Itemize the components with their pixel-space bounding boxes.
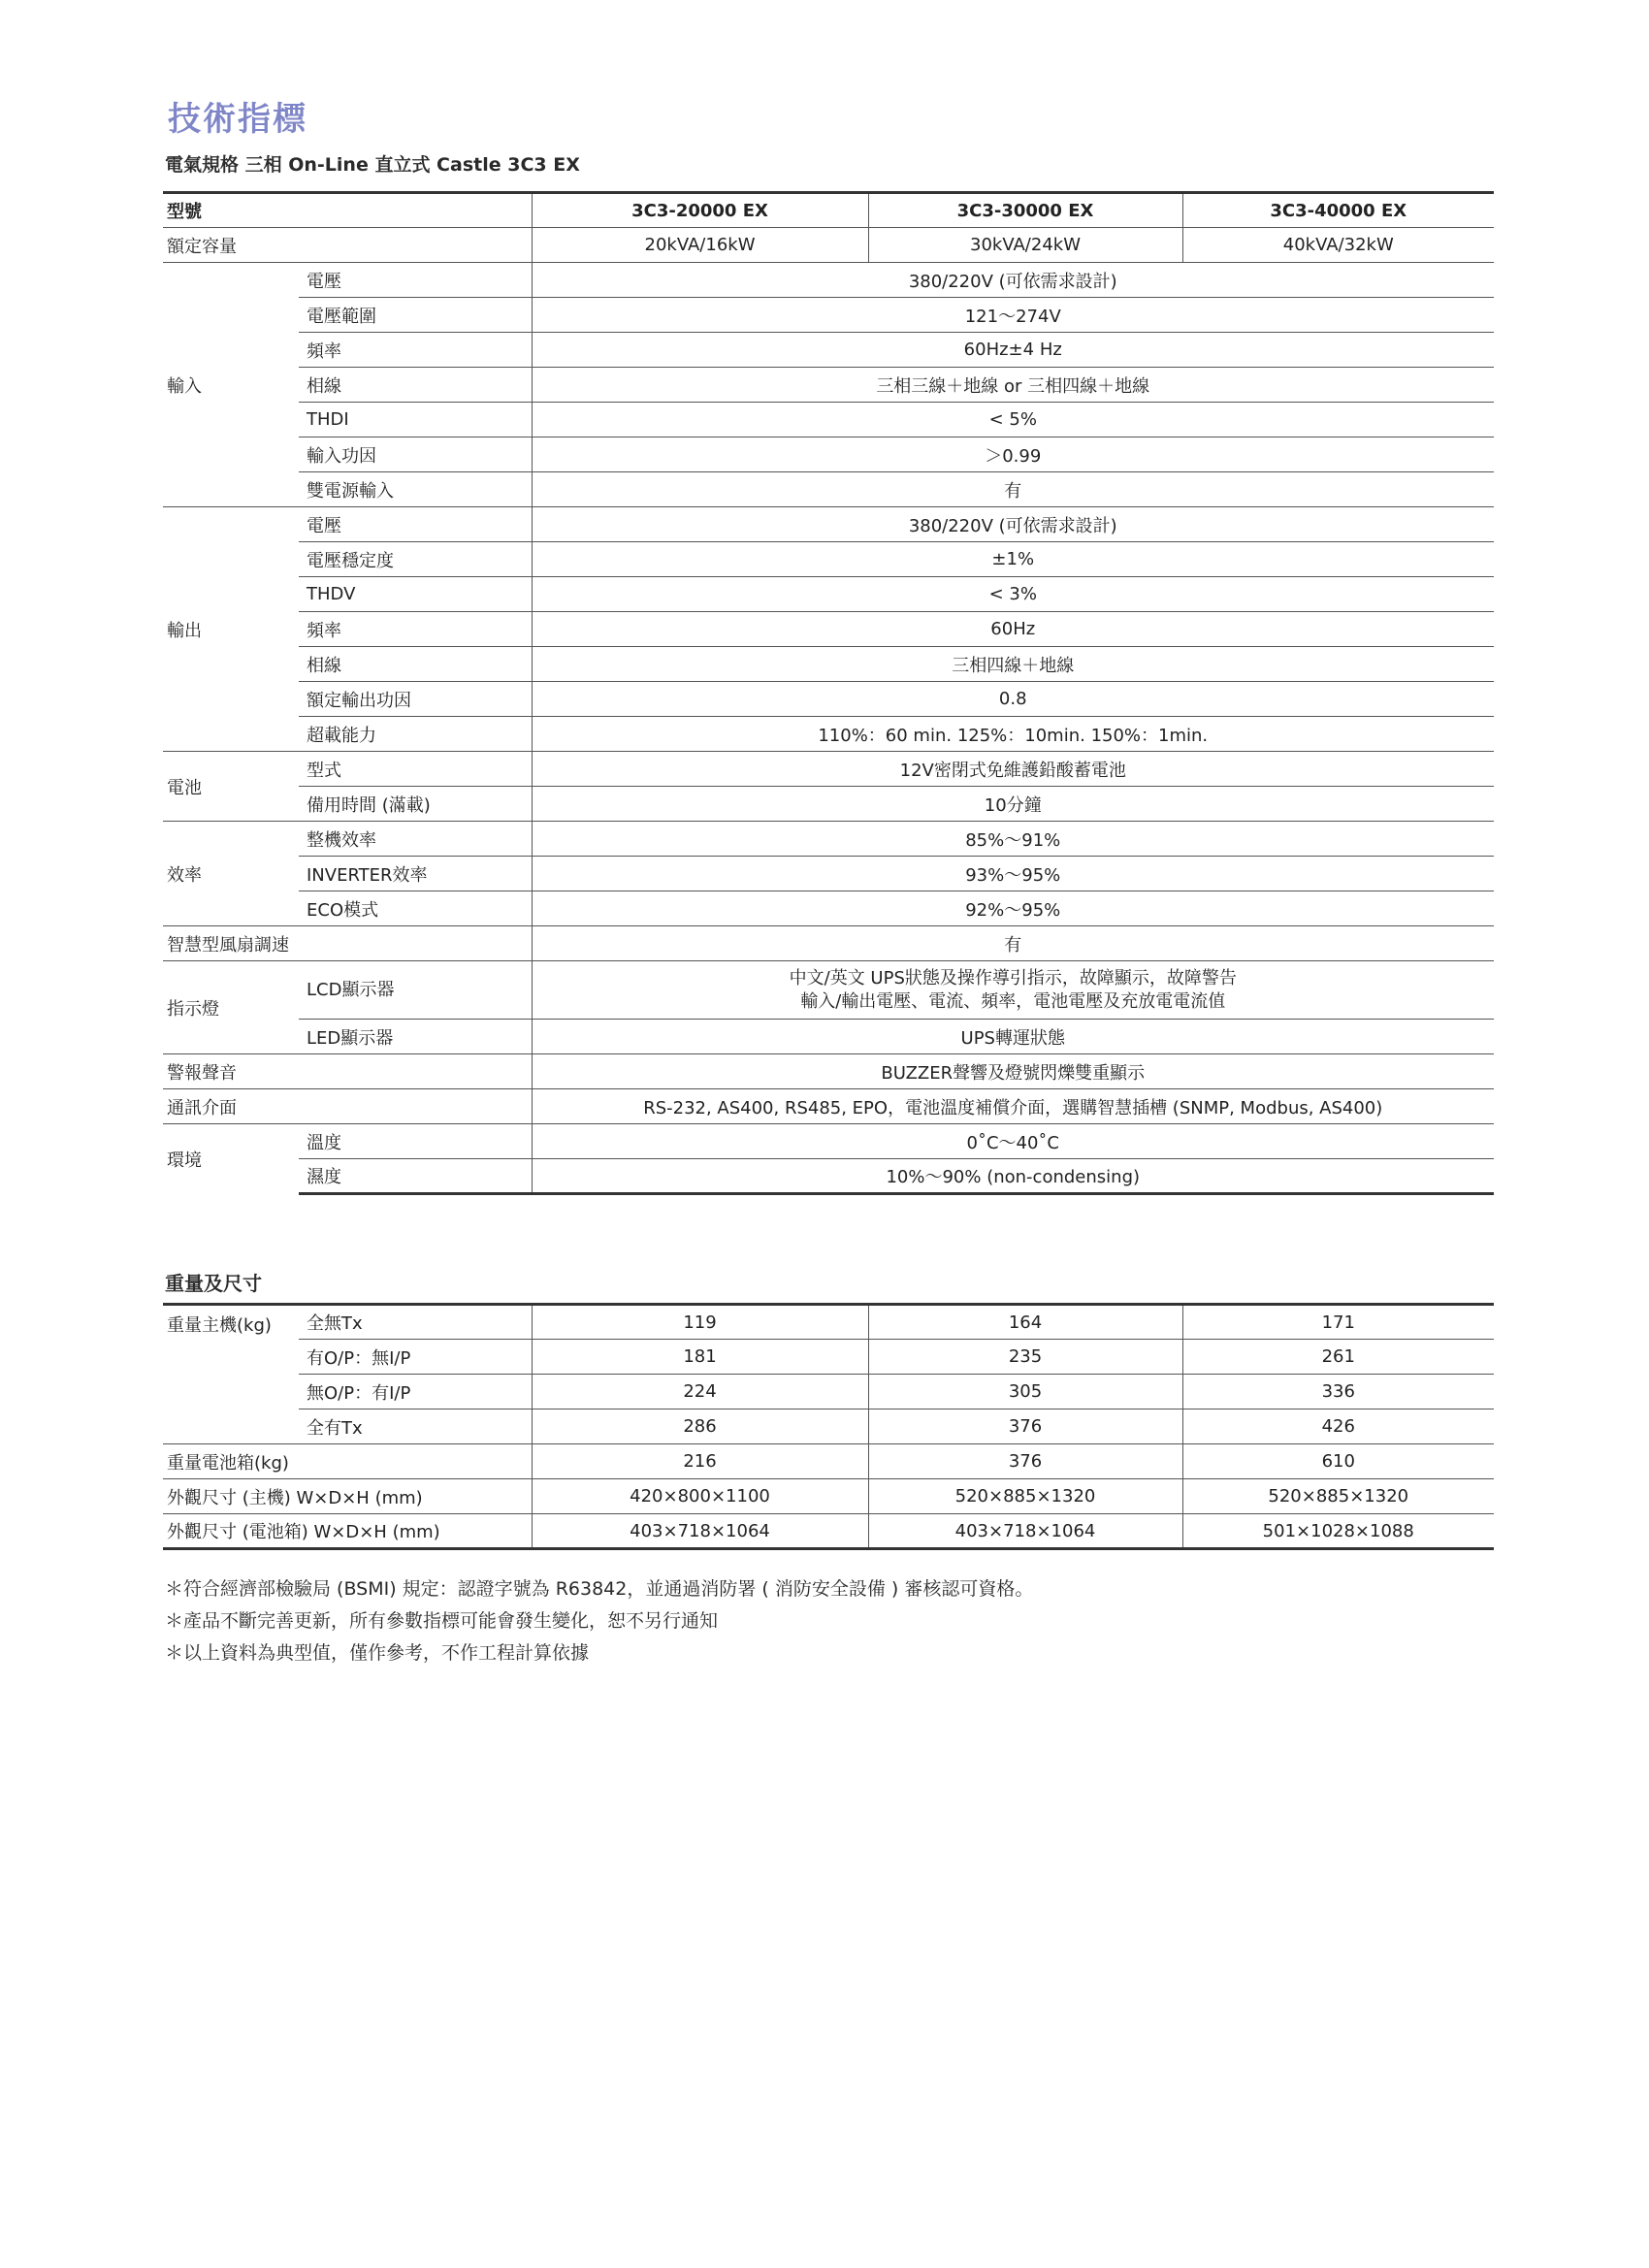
output-row bbox=[163, 717, 1494, 752]
capacity-row bbox=[163, 228, 1494, 263]
capacity-value: 40kVA/32kW bbox=[1182, 228, 1494, 263]
output-row bbox=[163, 647, 1494, 682]
battery-weight-label: 重量電池箱(kg) bbox=[163, 1444, 532, 1479]
comm-label: 通訊介面 bbox=[163, 1089, 532, 1124]
weight-value: 171 bbox=[1182, 1305, 1494, 1340]
environment-row bbox=[163, 1159, 1494, 1194]
led-label: LED顯示器 bbox=[299, 1020, 532, 1054]
battery-row bbox=[163, 787, 1494, 822]
environment-row bbox=[163, 1124, 1494, 1159]
input-row bbox=[163, 333, 1494, 368]
main-dimension-row bbox=[163, 1479, 1494, 1514]
output-param-label: 額定輸出功因 bbox=[299, 682, 532, 717]
weight-value: 235 bbox=[868, 1340, 1182, 1375]
capacity-value: 20kVA/16kW bbox=[532, 228, 868, 263]
output-param-label: 電壓 bbox=[299, 507, 532, 542]
battery-param-value: 10分鐘 bbox=[532, 787, 1494, 822]
input-param-value: 有 bbox=[532, 472, 1494, 507]
weight-value: 376 bbox=[868, 1409, 1182, 1444]
footnote: ＊以上資料為典型值，僅作參考，不作工程計算依據 bbox=[165, 1642, 590, 1664]
input-param-label: 雙電源輸入 bbox=[299, 472, 532, 507]
weight-value: 426 bbox=[1182, 1409, 1494, 1444]
weight-main-row bbox=[163, 1340, 1494, 1375]
weight-value: 261 bbox=[1182, 1340, 1494, 1375]
input-param-value: < 5% bbox=[532, 403, 1494, 437]
weight-main-row bbox=[163, 1375, 1494, 1409]
alarm-value: BUZZER聲響及燈號閃爍雙重顯示 bbox=[532, 1054, 1494, 1089]
capacity-label: 額定容量 bbox=[163, 228, 532, 263]
input-param-value: 三相三線＋地線 or 三相四線＋地線 bbox=[532, 368, 1494, 403]
main-dimension-value: 420×800×1100 bbox=[532, 1479, 868, 1514]
battery-weight-value: 376 bbox=[868, 1444, 1182, 1479]
weight-main-row bbox=[163, 1305, 1494, 1340]
output-row bbox=[163, 577, 1494, 612]
weight-config-label: 全無Tx bbox=[299, 1305, 532, 1340]
battery-row bbox=[163, 752, 1494, 787]
output-param-label: 超載能力 bbox=[299, 717, 532, 752]
indicator-row bbox=[163, 961, 1494, 1020]
input-param-value: ＞0.99 bbox=[532, 437, 1494, 472]
efficiency-param-value: 85%～91% bbox=[532, 822, 1494, 857]
battery-group-label: 電池 bbox=[163, 752, 299, 822]
model-header: 3C3-40000 EX bbox=[1182, 193, 1494, 228]
input-group-label: 輸入 bbox=[163, 263, 299, 507]
footnote: ＊符合經濟部檢驗局 (BSMI) 規定：認證字號為 R63842，並通過消防署 ( 消防安全設備 ) 審核認可資格。 bbox=[165, 1578, 1034, 1600]
environment-param-value: 0˚C～40˚C bbox=[532, 1124, 1494, 1159]
main-dimension-value: 520×885×1320 bbox=[868, 1479, 1182, 1514]
output-param-label: 電壓穩定度 bbox=[299, 542, 532, 577]
output-param-value: 三相四線＋地線 bbox=[532, 647, 1494, 682]
weight-config-label: 無O/P：有I/P bbox=[299, 1375, 532, 1409]
lcd-label: LCD顯示器 bbox=[299, 961, 532, 1020]
efficiency-row bbox=[163, 891, 1494, 926]
comm-value: RS-232, AS400, RS485, EPO，電池溫度補償介面，選購智慧插槽 (SNMP, Modbus, AS400) bbox=[532, 1089, 1494, 1124]
output-param-value: 60Hz bbox=[532, 612, 1494, 647]
weight-value: 181 bbox=[532, 1340, 868, 1375]
output-param-value: 110%：60 min. 125%：10min. 150%：1min. bbox=[532, 717, 1494, 752]
output-param-value: 380/220V (可依需求設計) bbox=[532, 507, 1494, 542]
weight-config-label: 全有Tx bbox=[299, 1409, 532, 1444]
input-param-label: 電壓範圍 bbox=[299, 298, 532, 333]
main-dimension-value: 520×885×1320 bbox=[1182, 1479, 1494, 1514]
efficiency-param-value: 92%～95% bbox=[532, 891, 1494, 926]
input-row bbox=[163, 403, 1494, 437]
lcd-value-line: 輸入/輸出電壓、電流、頻率，電池電壓及充放電電流值 bbox=[800, 990, 1226, 1012]
weight-value: 286 bbox=[532, 1409, 868, 1444]
input-param-label: 頻率 bbox=[299, 333, 532, 368]
efficiency-param-label: INVERTER效率 bbox=[299, 857, 532, 891]
weight-config-label: 有O/P：無I/P bbox=[299, 1340, 532, 1375]
weight-main-label: 重量主機(kg) bbox=[163, 1305, 299, 1444]
input-param-label: 相線 bbox=[299, 368, 532, 403]
capacity-value: 30kVA/24kW bbox=[868, 228, 1182, 263]
lcd-value bbox=[532, 961, 1494, 1020]
alarm-row bbox=[163, 1054, 1494, 1089]
battery-weight-value: 610 bbox=[1182, 1444, 1494, 1479]
weight-main-row bbox=[163, 1409, 1494, 1444]
weight-value: 336 bbox=[1182, 1375, 1494, 1409]
weights-section-title: 重量及尺寸 bbox=[165, 1272, 262, 1295]
output-param-value: < 3% bbox=[532, 577, 1494, 612]
battery-weight-value: 216 bbox=[532, 1444, 868, 1479]
efficiency-row bbox=[163, 857, 1494, 891]
output-row bbox=[163, 542, 1494, 577]
footnote: ＊產品不斷完善更新，所有參數指標可能會發生變化，恕不另行通知 bbox=[165, 1610, 719, 1632]
environment-param-label: 溫度 bbox=[299, 1124, 532, 1159]
page-title: 技術指標 bbox=[168, 100, 307, 139]
output-param-value: 0.8 bbox=[532, 682, 1494, 717]
environment-group-label: 環境 bbox=[163, 1124, 299, 1194]
environment-param-label: 濕度 bbox=[299, 1159, 532, 1194]
input-param-label: THDI bbox=[299, 403, 532, 437]
alarm-label: 警報聲音 bbox=[163, 1054, 532, 1089]
battery-weight-row bbox=[163, 1444, 1494, 1479]
battery-param-value: 12V密閉式免維護鉛酸蓄電池 bbox=[532, 752, 1494, 787]
main-dimension-label: 外觀尺寸 (主機) W×D×H (mm) bbox=[163, 1479, 532, 1514]
output-row bbox=[163, 612, 1494, 647]
efficiency-param-value: 93%～95% bbox=[532, 857, 1494, 891]
model-row bbox=[163, 193, 1494, 228]
weight-value: 305 bbox=[868, 1375, 1182, 1409]
section-subtitle: 電氣規格 三相 On-Line 直立式 Castle 3C3 EX bbox=[165, 154, 580, 176]
weight-value: 224 bbox=[532, 1375, 868, 1409]
output-group-label: 輸出 bbox=[163, 507, 299, 752]
input-row bbox=[163, 298, 1494, 333]
output-param-label: THDV bbox=[299, 577, 532, 612]
model-header: 3C3-20000 EX bbox=[532, 193, 868, 228]
efficiency-row bbox=[163, 822, 1494, 857]
battery-dimension-value: 403×718×1064 bbox=[532, 1514, 868, 1549]
output-row bbox=[163, 507, 1494, 542]
lcd-value-line: 中文/英文 UPS狀態及操作導引指示，故障顯示，故障警告 bbox=[789, 967, 1237, 988]
battery-param-label: 備用時間 (滿載) bbox=[299, 787, 532, 822]
battery-dimension-row bbox=[163, 1514, 1494, 1549]
fan-row bbox=[163, 926, 1494, 961]
output-param-label: 相線 bbox=[299, 647, 532, 682]
model-header: 3C3-30000 EX bbox=[868, 193, 1182, 228]
output-param-value: ±1% bbox=[532, 542, 1494, 577]
environment-param-value: 10%～90% (non-condensing) bbox=[532, 1159, 1494, 1194]
weight-dimension-table bbox=[163, 1303, 1494, 1550]
efficiency-param-label: ECO模式 bbox=[299, 891, 532, 926]
model-label: 型號 bbox=[163, 193, 532, 228]
comm-row bbox=[163, 1089, 1494, 1124]
fan-value: 有 bbox=[532, 926, 1494, 961]
battery-dimension-value: 501×1028×1088 bbox=[1182, 1514, 1494, 1549]
efficiency-param-label: 整機效率 bbox=[299, 822, 532, 857]
battery-dimension-label: 外觀尺寸 (電池箱) W×D×H (mm) bbox=[163, 1514, 532, 1549]
output-row bbox=[163, 682, 1494, 717]
weight-value: 119 bbox=[532, 1305, 868, 1340]
battery-dimension-value: 403×718×1064 bbox=[868, 1514, 1182, 1549]
input-row bbox=[163, 263, 1494, 298]
efficiency-group-label: 效率 bbox=[163, 822, 299, 926]
weight-value: 164 bbox=[868, 1305, 1182, 1340]
input-param-label: 輸入功因 bbox=[299, 437, 532, 472]
battery-param-label: 型式 bbox=[299, 752, 532, 787]
input-row bbox=[163, 368, 1494, 403]
input-param-value: 121～274V bbox=[532, 298, 1494, 333]
indicator-row bbox=[163, 1020, 1494, 1054]
output-param-label: 頻率 bbox=[299, 612, 532, 647]
input-param-value: 380/220V (可依需求設計) bbox=[532, 263, 1494, 298]
input-row bbox=[163, 472, 1494, 507]
input-param-value: 60Hz±4 Hz bbox=[532, 333, 1494, 368]
input-row bbox=[163, 437, 1494, 472]
electrical-spec-table bbox=[163, 191, 1494, 1195]
input-param-label: 電壓 bbox=[299, 263, 532, 298]
indicator-group-label: 指示燈 bbox=[163, 961, 299, 1054]
fan-label: 智慧型風扇調速 bbox=[163, 926, 532, 961]
led-value: UPS轉運狀態 bbox=[532, 1020, 1494, 1054]
footnotes bbox=[165, 1573, 1033, 1669]
